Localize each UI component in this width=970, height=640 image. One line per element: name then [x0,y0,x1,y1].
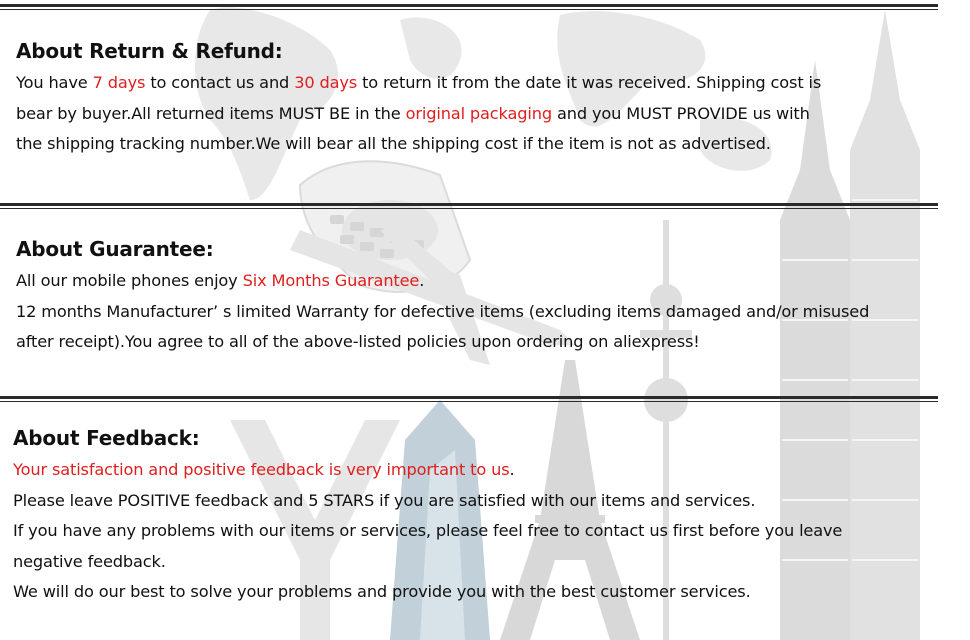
feedback-line-4: negative feedback. [13,551,166,571]
feedback-emphasis: Your satisfaction and positive feedback is very important to us [13,460,510,479]
return-refund-heading: About Return & Refund: [16,39,283,63]
feedback-heading: About Feedback: [13,426,200,450]
feedback-line-1 [13,455,933,486]
packaging-highlight: original packaging [405,103,552,123]
feedback-section [13,425,933,608]
feedback-line-2: Please leave POSITIVE feedback and 5 STARS if you are satisfied with our items and services. [13,490,756,510]
guarantee-heading: About Guarantee: [16,237,214,261]
text-segment: You have [16,73,93,92]
divider-guarantee [0,203,938,209]
guarantee-line-1 [16,266,936,297]
guarantee-line-3: after receipt).You agree to all of the above-listed policies upon ordering on aliexpress! [16,332,700,351]
divider-feedback [0,396,938,402]
text-segment: All our mobile phones enjoy [16,271,243,290]
text-segment: to contact us and [145,73,295,92]
feedback-line-5: We will do our best to solve your problems and provide you with the best customer services. [13,582,751,601]
return-refund-line-2 [16,99,936,130]
guarantee-section [16,236,936,358]
return-refund-line-1 [16,68,936,99]
text-segment: . [419,271,425,290]
feedback-line-3: If you have any problems with our items or services, please feel free to contact us first before you leave [13,521,843,540]
return-days-highlight: 30 days [294,73,358,92]
guarantee-months-highlight: Six Months Guarantee [242,271,420,290]
top-divider [0,4,938,10]
contact-days-highlight: 7 days [92,73,146,92]
text-segment: to return it from the date it was received. Shipping cost is [357,73,822,92]
return-refund-line-3: the shipping tracking number.We will bear all the shipping cost if the item is not as advertised. [16,134,771,153]
guarantee-line-2: 12 months Manufacturer’ s limited Warranty for defective items (excluding items damaged and/or misused [16,301,870,321]
text-segment: bear by buyer.All returned items MUST BE in the [16,103,406,123]
return-refund-section [16,38,936,160]
text-segment: . [509,460,515,479]
text-segment: and you MUST PROVIDE us with [551,103,810,123]
